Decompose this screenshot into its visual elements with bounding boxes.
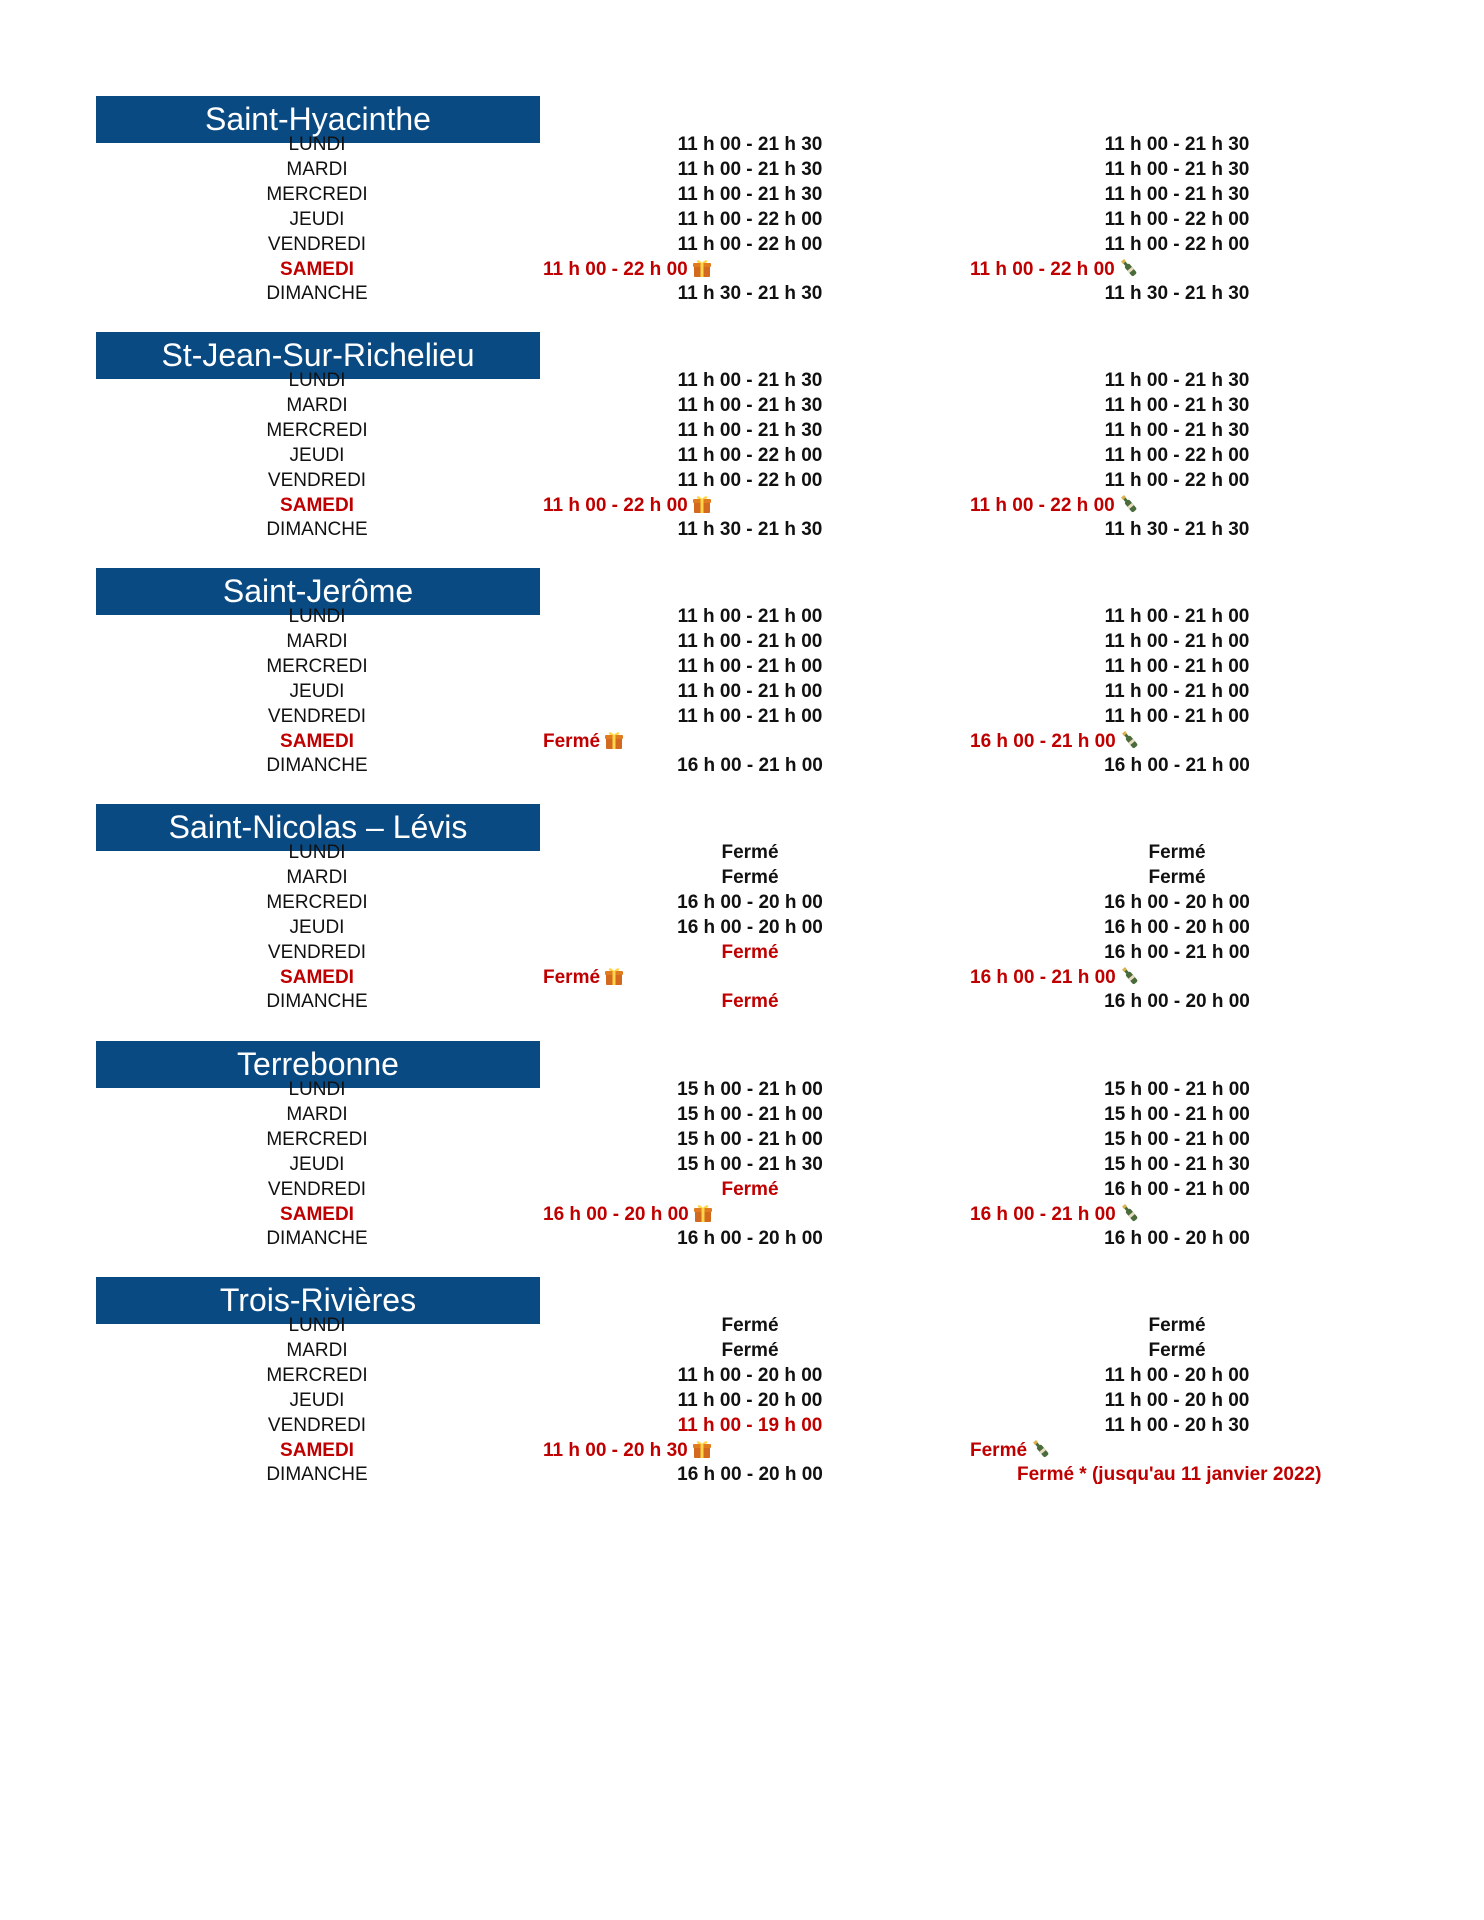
hours-text: 11 h 00 - 21 h 00 <box>1104 680 1250 702</box>
hours-text: Fermé <box>1148 866 1206 888</box>
hours-text: 11 h 00 - 21 h 30 <box>677 394 823 416</box>
day-label: MERCREDI <box>266 1128 368 1150</box>
hours-text: 16 h 00 - 21 h 00 <box>1104 941 1250 963</box>
day-label: DIMANCHE <box>266 991 368 1013</box>
hours-text: 11 h 00 - 21 h 30 <box>677 158 823 180</box>
hours-text: 16 h 00 - 21 h 00 <box>677 755 823 777</box>
hours-text: 11 h 00 - 21 h 00 <box>1104 606 1250 627</box>
hours-text: 16 h 00 - 20 h 00 <box>677 1228 823 1250</box>
hours-text: 11 h 00 - 21 h 30 <box>1104 370 1250 391</box>
day-label: MERCREDI <box>266 655 368 677</box>
gift-icon <box>689 1204 713 1225</box>
hours-text: Fermé <box>721 866 779 888</box>
day-label: MERCREDI <box>266 891 368 913</box>
hours-text: 11 h 00 - 21 h 00 <box>677 655 823 677</box>
day-label: MARDI <box>286 158 348 180</box>
day-label: VENDREDI <box>267 941 367 963</box>
hours-text: 11 h 00 - 21 h 00 <box>1104 705 1250 727</box>
location-title: Trois-Rivières <box>96 1277 540 1324</box>
hours-text: 11 h 00 - 21 h 30 <box>1104 419 1250 441</box>
day-label: LUNDI <box>288 1079 346 1100</box>
day-label: SAMEDI <box>280 1439 354 1461</box>
hours-text: 16 h 00 - 21 h 00 <box>970 966 1116 988</box>
hours-text: 11 h 30 - 21 h 30 <box>1104 283 1250 305</box>
hours-text: 11 h 00 - 22 h 00 <box>543 258 688 280</box>
schedule-row <box>0 1460 1484 1490</box>
hours-week-1 <box>600 1460 900 1490</box>
hours-week-2 <box>1027 515 1327 545</box>
day-label: JEUDI <box>289 1389 345 1411</box>
day-label: SAMEDI <box>280 730 354 752</box>
hours-text: 11 h 00 - 21 h 30 <box>677 134 823 155</box>
location-title: Saint-Hyacinthe <box>96 96 540 143</box>
champagne-icon <box>1027 1440 1051 1461</box>
hours-text: 15 h 00 - 21 h 00 <box>1104 1103 1250 1125</box>
hours-text: 16 h 00 - 20 h 00 <box>677 1464 823 1486</box>
day-label: LUNDI <box>288 842 346 863</box>
hours-text: 15 h 00 - 21 h 00 <box>1104 1128 1250 1150</box>
hours-text: 11 h 00 - 22 h 00 <box>677 469 823 491</box>
schedule-row <box>0 987 1484 1017</box>
hours-week-1 <box>600 279 900 309</box>
hours-week-2 <box>1027 987 1327 1017</box>
hours-week-2 <box>1027 751 1327 781</box>
hours-text: 15 h 00 - 21 h 00 <box>677 1103 823 1125</box>
day-label: LUNDI <box>288 606 346 627</box>
gift-icon <box>688 495 712 516</box>
day-label: DIMANCHE <box>266 283 368 305</box>
hours-text: 16 h 00 - 20 h 00 <box>543 1203 689 1225</box>
schedule-row <box>0 751 1484 781</box>
champagne-icon <box>1115 259 1139 280</box>
day-label: DIMANCHE <box>266 519 368 541</box>
gift-icon <box>600 731 624 752</box>
day-label: SAMEDI <box>280 1203 354 1225</box>
hours-text: 11 h 00 - 21 h 30 <box>677 370 823 391</box>
hours-text: 11 h 00 - 22 h 00 <box>1104 444 1250 466</box>
hours-text: 11 h 00 - 21 h 00 <box>677 630 823 652</box>
day-label: VENDREDI <box>267 705 367 727</box>
hours-week-2 <box>1027 1224 1327 1254</box>
hours-text: 11 h 00 - 20 h 00 <box>677 1389 823 1411</box>
hours-text: Fermé <box>1148 1315 1206 1336</box>
location-title: Terrebonne <box>96 1041 540 1088</box>
day-label: DIMANCHE <box>266 1228 368 1250</box>
hours-text: Fermé <box>721 1315 779 1336</box>
hours-text: 16 h 00 - 21 h 00 <box>1104 1178 1250 1200</box>
hours-text: 15 h 00 - 21 h 00 <box>677 1128 823 1150</box>
hours-text: Fermé <box>721 991 779 1013</box>
hours-text: 11 h 00 - 22 h 00 <box>543 494 688 516</box>
hours-text: 11 h 00 - 22 h 00 <box>677 444 823 466</box>
location-title: St-Jean-Sur-Richelieu <box>96 332 540 379</box>
hours-week-2 <box>1017 1460 1347 1490</box>
day-label: MARDI <box>286 866 348 888</box>
day-label: VENDREDI <box>267 469 367 491</box>
day-label: DIMANCHE <box>266 1464 368 1486</box>
hours-text: 15 h 00 - 21 h 30 <box>677 1153 823 1175</box>
hours-text: 11 h 00 - 21 h 30 <box>1104 134 1250 155</box>
hours-week-1 <box>600 1224 900 1254</box>
hours-week-1 <box>600 751 900 781</box>
day-label: JEUDI <box>289 680 345 702</box>
schedule-row <box>0 279 1484 309</box>
hours-text: 11 h 00 - 21 h 00 <box>677 680 823 702</box>
day-label: LUNDI <box>288 1315 346 1336</box>
hours-text: 11 h 00 - 22 h 00 <box>970 258 1115 280</box>
day-label: VENDREDI <box>267 233 367 255</box>
hours-text: 11 h 00 - 22 h 00 <box>677 233 823 255</box>
hours-text: 11 h 00 - 21 h 00 <box>1104 655 1250 677</box>
hours-week-1 <box>600 515 900 545</box>
day-label: MERCREDI <box>266 419 368 441</box>
hours-text: 11 h 00 - 21 h 00 <box>1104 630 1250 652</box>
day-label: MARDI <box>286 630 348 652</box>
hours-text: 11 h 00 - 19 h 00 <box>677 1414 823 1436</box>
hours-text: 11 h 30 - 21 h 30 <box>1104 519 1250 541</box>
gift-icon <box>688 259 712 280</box>
schedule-row <box>0 515 1484 545</box>
hours-text: Fermé <box>1148 842 1206 863</box>
champagne-icon <box>1116 967 1140 988</box>
day-label: MERCREDI <box>266 183 368 205</box>
hours-text: 11 h 00 - 20 h 00 <box>677 1364 823 1386</box>
day-label: JEUDI <box>289 208 345 230</box>
hours-text: 16 h 00 - 21 h 00 <box>970 730 1116 752</box>
day-label: LUNDI <box>288 370 346 391</box>
hours-text: Fermé <box>543 730 601 752</box>
day-label: MARDI <box>286 1339 348 1361</box>
hours-text: 16 h 00 - 20 h 00 <box>1104 991 1250 1013</box>
day-label: JEUDI <box>289 444 345 466</box>
hours-text: 16 h 00 - 20 h 00 <box>1104 891 1250 913</box>
day-label: VENDREDI <box>267 1414 367 1436</box>
day-label: MERCREDI <box>266 1364 368 1386</box>
location-title: Saint-Jerôme <box>96 568 540 615</box>
hours-text: Fermé <box>1148 1339 1206 1361</box>
hours-text: 11 h 00 - 20 h 30 <box>543 1439 688 1461</box>
champagne-icon <box>1116 1204 1140 1225</box>
hours-text: 11 h 00 - 20 h 00 <box>1104 1389 1250 1411</box>
location-title: Saint-Nicolas – Lévis <box>96 804 540 851</box>
schedule-row <box>0 1224 1484 1254</box>
hours-text: 11 h 00 - 21 h 00 <box>677 606 823 627</box>
champagne-icon <box>1115 495 1139 516</box>
hours-text: Fermé <box>721 842 779 863</box>
hours-text: 11 h 00 - 21 h 00 <box>677 705 823 727</box>
gift-icon <box>600 967 624 988</box>
hours-text: 11 h 30 - 21 h 30 <box>677 283 823 305</box>
hours-text: 16 h 00 - 21 h 00 <box>970 1203 1116 1225</box>
hours-text: 16 h 00 - 20 h 00 <box>1104 1228 1250 1250</box>
hours-text: 15 h 00 - 21 h 00 <box>1104 1079 1250 1100</box>
champagne-icon <box>1116 731 1140 752</box>
day-label: VENDREDI <box>267 1178 367 1200</box>
hours-text: Fermé * (jusqu'au 11 janvier 2022) <box>1017 1464 1322 1486</box>
hours-text: 16 h 00 - 20 h 00 <box>677 916 823 938</box>
hours-text: 11 h 00 - 22 h 00 <box>1104 469 1250 491</box>
hours-week-2 <box>1027 279 1327 309</box>
hours-week-1 <box>600 987 900 1017</box>
hours-text: 11 h 00 - 21 h 30 <box>1104 394 1250 416</box>
hours-text: 11 h 00 - 22 h 00 <box>1104 208 1250 230</box>
hours-text: 15 h 00 - 21 h 30 <box>1104 1153 1250 1175</box>
day-label: LUNDI <box>288 134 346 155</box>
day-label: SAMEDI <box>280 258 354 280</box>
hours-text: 16 h 00 - 21 h 00 <box>1104 755 1250 777</box>
day-label: DIMANCHE <box>266 755 368 777</box>
hours-text: Fermé <box>543 966 601 988</box>
hours-text: 11 h 00 - 20 h 00 <box>1104 1364 1250 1386</box>
hours-text: 11 h 00 - 21 h 30 <box>1104 158 1250 180</box>
hours-text: 16 h 00 - 20 h 00 <box>1104 916 1250 938</box>
hours-text: Fermé <box>721 1339 779 1361</box>
hours-text: 11 h 00 - 22 h 00 <box>677 208 823 230</box>
hours-text: 11 h 00 - 22 h 00 <box>970 494 1115 516</box>
hours-text: Fermé <box>970 1439 1028 1461</box>
hours-text: 11 h 00 - 21 h 30 <box>1104 183 1250 205</box>
day-label: JEUDI <box>289 916 345 938</box>
gift-icon <box>688 1440 712 1461</box>
hours-text: 11 h 00 - 22 h 00 <box>1104 233 1250 255</box>
hours-text: 15 h 00 - 21 h 00 <box>677 1079 823 1100</box>
hours-text: 11 h 30 - 21 h 30 <box>677 519 823 541</box>
day-label: SAMEDI <box>280 966 354 988</box>
day-label: SAMEDI <box>280 494 354 516</box>
day-label: MARDI <box>286 394 348 416</box>
hours-text: 16 h 00 - 20 h 00 <box>677 891 823 913</box>
day-label: JEUDI <box>289 1153 345 1175</box>
hours-text: 11 h 00 - 21 h 30 <box>677 419 823 441</box>
day-label: MARDI <box>286 1103 348 1125</box>
hours-text: Fermé <box>721 941 779 963</box>
hours-text: 11 h 00 - 20 h 30 <box>1104 1414 1250 1436</box>
hours-text: Fermé <box>721 1178 779 1200</box>
hours-text: 11 h 00 - 21 h 30 <box>677 183 823 205</box>
